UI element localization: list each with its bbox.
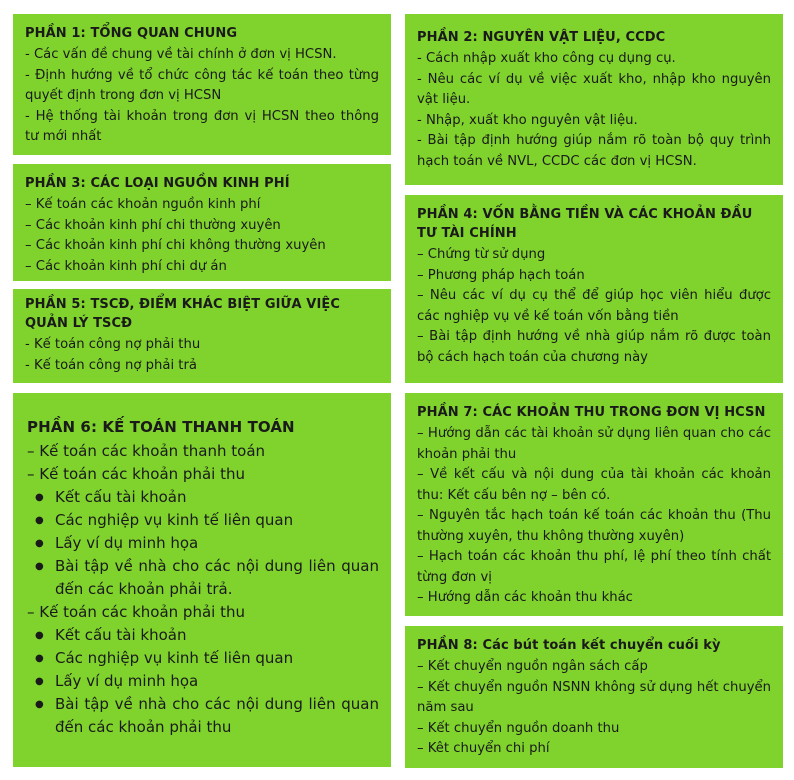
section-8-line-1: – Kết chuyển nguồn ngân sách cấp (417, 659, 648, 674)
section-4-title: PHẦN 4: VỐN BẰNG TIỀN VÀ CÁC KHOẢN ĐẦU TƯ TÀI CHÍNH (417, 207, 753, 241)
section-6-bullet-b-3: ● Lấy ví dụ minh họa (55, 532, 379, 555)
section-6-bullet-b-4: ● Bài tập về nhà cho các nội dung liên quan đến các khoản phải trả. (55, 555, 379, 601)
section-5-line-1: - Kế toán công nợ phải thu (25, 337, 201, 352)
section-7-title: PHẦN 7: CÁC KHOẢN THU TRONG ĐƠN VỊ HCSN (417, 405, 766, 420)
section-6-bullet-b-1: ● Kết cấu tài khoản (55, 486, 379, 509)
section-1-line-3: - Hệ thống tài khoản trong đơn vị HCSN theo thông tư mới nhất (25, 108, 379, 144)
section-2-title: PHẦN 2: NGUYÊN VẬT LIỆU, CCDC (417, 30, 666, 45)
section-1-title: PHẦN 1: TỔNG QUAN CHUNG (25, 26, 238, 41)
section-7-line-3: – Nguyên tắc hạch toán kế toán các khoản thu (Thu thường xuyên, thu không thường xuyên) (417, 508, 771, 544)
section-6-bullet-c-4: ● Bài tập về nhà cho các nội dung liên quan đến các khoản phải thu (55, 693, 379, 739)
section-3-line-2: – Các khoản kinh phí chi thường xuyên (25, 217, 281, 233)
section-2-line-2: - Nêu các ví dụ về việc xuất kho, nhập kho nguyên vật liệu. (417, 71, 771, 107)
section-8-card (405, 626, 783, 768)
section-4-line-1: – Chứng từ sử dụng (417, 247, 546, 262)
section-7-line-4: – Hạch toán các khoản thu phí, lệ phí theo tính chất từng đơn vị (417, 549, 771, 585)
section-6-bullet-b-2: ● Các nghiệp vụ kinh tế liên quan (55, 509, 379, 532)
section-3-line-3: – Các khoản kinh phí chi không thường xuyên (25, 238, 326, 253)
section-7-line-2: – Về kết cấu và nội dung của tài khoản các khoản thu: Kết cấu bên nợ – bên có. (417, 467, 771, 503)
section-5-line-2: - Kế toán công nợ phải trả (25, 357, 197, 373)
section-2-line-3: - Nhập, xuất kho nguyên vật liệu. (417, 112, 638, 128)
section-4-line-3: – Nêu các ví dụ cụ thể để giúp học viên hiểu được các nghiệp vụ về kế toán vốn bằng tiền (417, 288, 771, 324)
section-6-bullets-c (27, 624, 379, 739)
section-7-line-5: – Hướng dẫn các khoản thu khác (417, 590, 633, 605)
section-4-line-4: – Bài tập định hướng về nhà giúp nắm rõ được toàn bộ cách hạch toán của chương này (417, 329, 771, 365)
section-6-bullet-c-3: ● Lấy ví dụ minh họa (55, 670, 379, 693)
section-7-card (405, 393, 783, 616)
section-2-card (405, 14, 783, 185)
section-8-line-3: – Kết chuyển nguồn doanh thu (417, 720, 620, 736)
section-8-title: PHẦN 8: Các bút toán kết chuyển cuối kỳ (417, 638, 721, 653)
section-6-bullet-c-2: ● Các nghiệp vụ kinh tế liên quan (55, 647, 379, 670)
section-6-line-c: – Kế toán các khoản phải thu (27, 603, 245, 621)
section-6-title: PHẦN 6: KẾ TOÁN THANH TOÁN (27, 418, 295, 436)
section-8-line-2: – Kết chuyển nguồn NSNN không sử dụng hết chuyển năm sau (417, 679, 771, 715)
section-1-card (13, 14, 391, 155)
section-2-line-1: - Cách nhập xuất kho công cụ dụng cụ. (417, 51, 676, 66)
section-3-title: PHẦN 3: CÁC LOẠI NGUỒN KINH PHÍ (25, 176, 290, 191)
section-6-bullets-b (27, 486, 379, 601)
section-1-line-1: - Các vấn đề chung về tài chính ở đơn vị HCSN. (25, 47, 337, 62)
section-2-line-4: - Bài tập định hướng giúp nắm rõ toàn bộ quy trình hạch toán về NVL, CCDC các đơn vị HCSN. (417, 133, 771, 169)
section-3-line-1: – Kế toán các khoản nguồn kinh phí (25, 197, 261, 212)
section-4-line-2: – Phương pháp hạch toán (417, 267, 585, 283)
section-6-card (13, 393, 391, 767)
section-1-line-2: - Định hướng về tổ chức công tác kế toán theo từng quyết định trong đơn vị HCSN (25, 67, 379, 103)
section-4-card (405, 195, 783, 383)
section-3-card (13, 164, 391, 281)
section-5-card (13, 289, 391, 383)
section-3-line-4: – Các khoản kinh phí chi dự án (25, 258, 227, 274)
section-8-line-4: – Kêt chuyển chi phí (417, 741, 550, 756)
section-6-line-a: – Kế toán các khoản thanh toán (27, 442, 266, 460)
section-7-line-1: – Hướng dẫn các tài khoản sử dụng liên quan cho các khoản phải thu (417, 426, 771, 462)
section-6-line-b: – Kế toán các khoản phải thu (27, 465, 245, 483)
section-5-title: PHẦN 5: TSCĐ, ĐIỂM KHÁC BIỆT GIỮA VIỆC QUẢN LÝ TSCĐ (25, 297, 341, 331)
section-6-bullet-c-1: ● Kết cấu tài khoản (55, 624, 379, 647)
